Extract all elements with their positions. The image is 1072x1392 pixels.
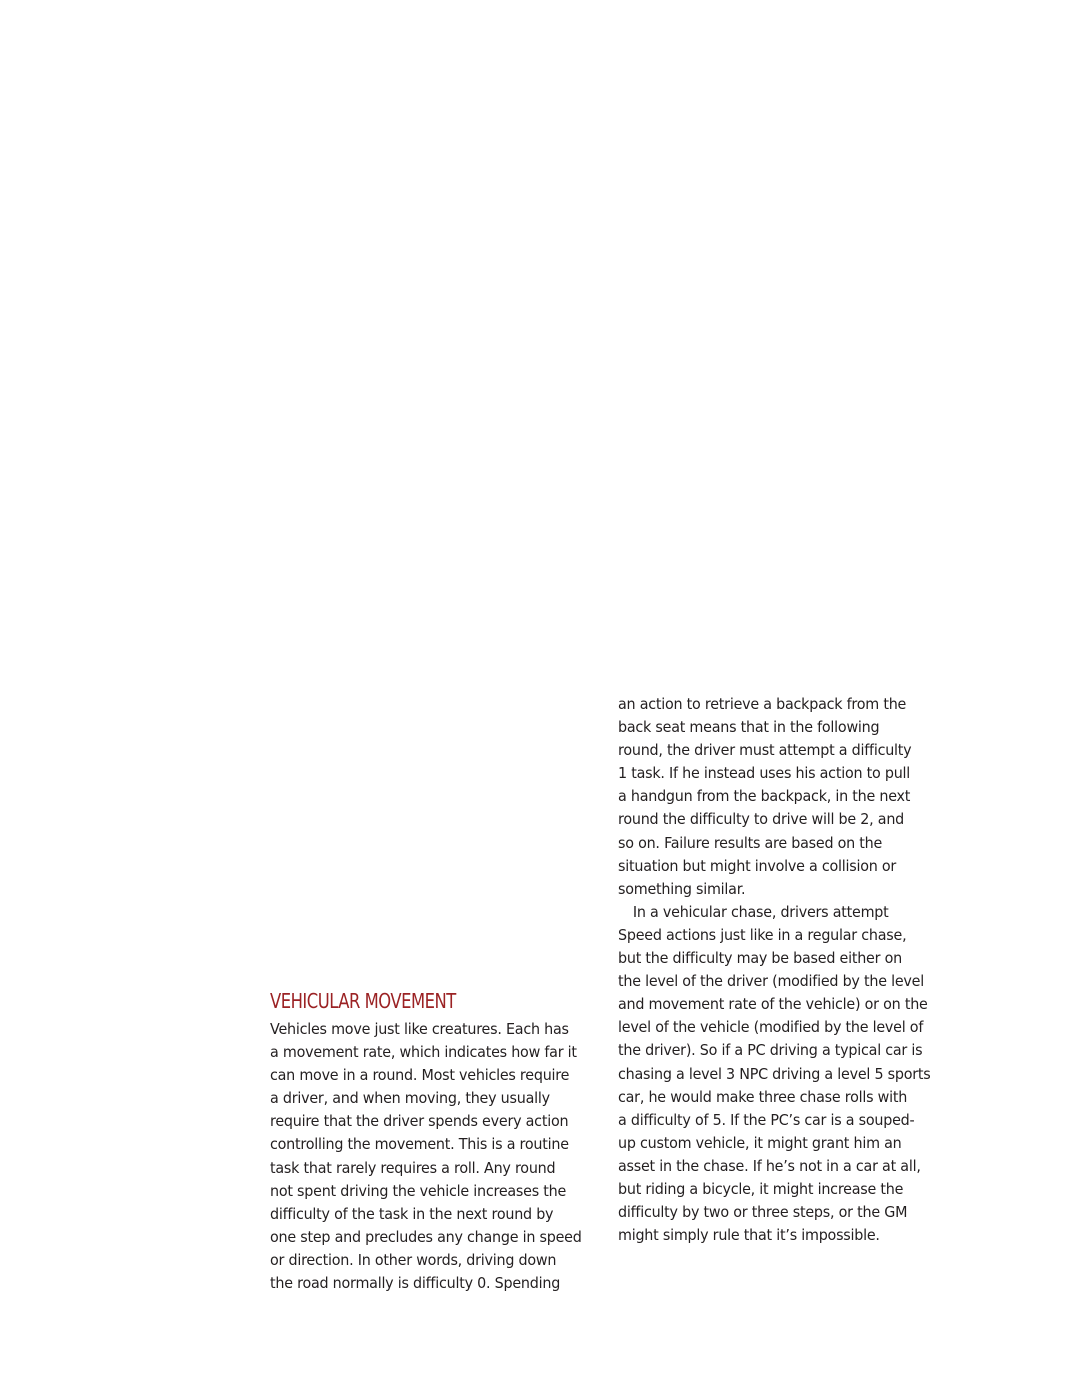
text-line: but riding a bicycle, it might increase the (618, 1179, 904, 1198)
right-column (618, 693, 958, 1247)
text-line: back seat means that in the following (618, 718, 880, 737)
text-line: 1 task. If he instead uses his action to pull (618, 764, 911, 783)
text-line: or direction. In other words, driving down (270, 1250, 557, 1269)
text-line: controlling the movement. This is a routine (270, 1135, 569, 1154)
text-line: something similar. (618, 879, 746, 898)
text-line: Vehicles move just like creatures. Each has (270, 1020, 569, 1038)
text-line: the level of the driver (modified by the level (618, 972, 924, 991)
text-line: In a vehicular chase, drivers attempt (632, 902, 889, 921)
text-line: up custom vehicle, it might grant him an (618, 1133, 902, 1152)
text-line: round the difficulty to drive will be 2, and (618, 810, 905, 829)
text-line: difficulty of the task in the next round by (270, 1204, 554, 1223)
text-line: not spent driving the vehicle increases the (270, 1181, 567, 1200)
text-line: difficulty by two or three steps, or the GM (618, 1203, 908, 1222)
right-paragraph-1 (618, 693, 958, 901)
text-line: task that rarely requires a roll. Any round (270, 1158, 556, 1177)
text-line: require that the driver spends every action (270, 1112, 569, 1131)
text-line: so on. Failure results are based on the (618, 833, 883, 852)
text-line: Speed actions just like in a regular chase, (618, 925, 907, 944)
text-line: and movement rate of the vehicle) or on the (618, 995, 928, 1014)
text-line: chasing a level 3 NPC driving a level 5 sports (618, 1064, 931, 1083)
section-heading: VEHICULAR MOVEMENT (270, 989, 456, 1013)
text-line: an action to retrieve a backpack from the (618, 695, 907, 713)
right-paragraph-2 (618, 901, 958, 1247)
text-line: level of the vehicle (modified by the level of (618, 1018, 924, 1037)
text-line: the road normally is difficulty 0. Spending (270, 1274, 561, 1293)
text-line: but the difficulty may be based either on (618, 949, 902, 968)
text-line: car, he would make three chase rolls with (618, 1087, 908, 1106)
text-line: a driver, and when moving, they usually (270, 1089, 550, 1108)
text-line: the driver). So if a PC driving a typical car is (618, 1041, 923, 1060)
text-line: a difficulty of 5. If the PC’s car is a souped- (618, 1110, 915, 1129)
text-line: round, the driver must attempt a difficulty (618, 741, 912, 760)
text-line: one step and precludes any change in speed (270, 1227, 582, 1246)
text-line: can move in a round. Most vehicles require (270, 1066, 570, 1085)
text-line: situation but might involve a collision or (618, 856, 897, 875)
text-line: a handgun from the backpack, in the next (618, 787, 911, 806)
left-column (270, 988, 610, 1295)
left-paragraph (270, 1018, 610, 1295)
text-line: might simply rule that it’s impossible. (618, 1226, 880, 1245)
text-line: asset in the chase. If he’s not in a car at all, (618, 1156, 921, 1175)
text-line: a movement rate, which indicates how far it (270, 1043, 577, 1062)
